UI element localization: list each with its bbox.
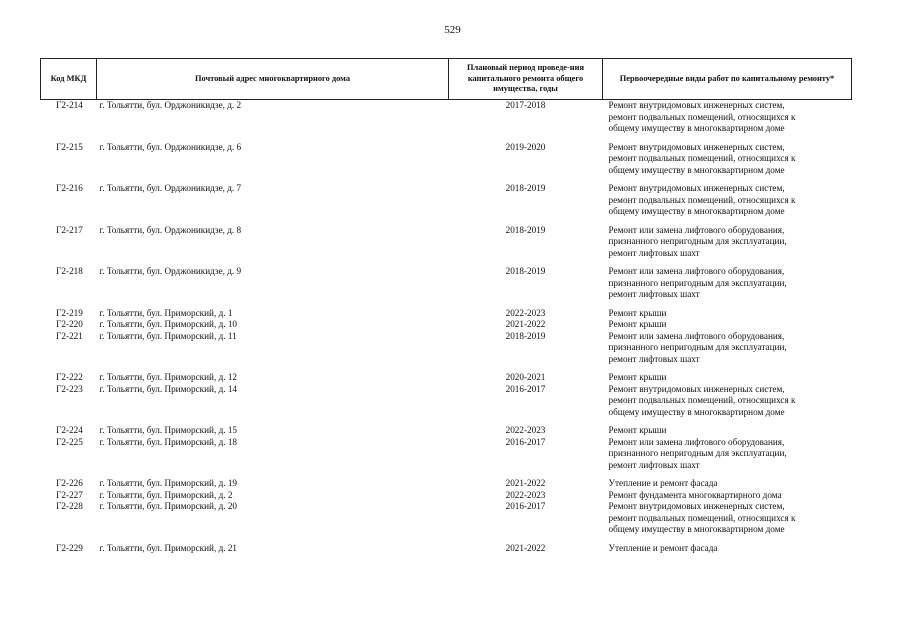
period-cell: 2021-2022: [505, 542, 546, 553]
works-line: общему имуществу в многоквартирном доме: [608, 406, 785, 417]
address-cell: г. Тольятти, бул. Орджоникидзе, д. 8: [99, 224, 242, 235]
mkd-code-cell: Г2-216: [56, 183, 83, 193]
works-line: Утепление и ремонт фасада: [608, 478, 718, 488]
works-line: ремонт лифтовых шахт: [608, 459, 700, 470]
works-cell: [603, 225, 852, 267]
table-row: [41, 490, 852, 502]
period-cell: 2019-2020: [505, 141, 546, 152]
header-row: [41, 59, 852, 100]
works-line: общему имуществу в многоквартирном доме: [608, 123, 785, 133]
mkd-code-cell: Г2-217: [56, 224, 83, 235]
works-cell: [603, 425, 852, 437]
page-number: 529: [444, 24, 461, 36]
period-cell: 2021-2022: [505, 319, 546, 329]
mkd-code-cell: Г2-221: [56, 330, 83, 341]
works-line: общему имуществу в многоквартирном доме: [608, 206, 785, 216]
works-line: ремонт лифтовых шахт: [608, 247, 700, 258]
address-cell: г. Тольятти, бул. Приморский, д. 15: [99, 425, 238, 435]
works-line: ремонт подвальных помещений, относящихся к: [608, 395, 796, 405]
table-row: [41, 319, 852, 331]
table-row: [41, 142, 852, 184]
header-period: Плановый период проведе-ния капитального ремонта общего имущества, годы: [449, 59, 603, 100]
address-cell: г. Тольятти, бул. Приморский, д. 10: [99, 319, 238, 329]
works-line: признанного непригодным для эксплуатации,: [608, 342, 787, 352]
table-row: [41, 501, 852, 543]
buildings-table: [40, 58, 852, 554]
works-cell: [603, 319, 852, 331]
address-cell: г. Тольятти, бул. Приморский, д. 20: [99, 501, 238, 511]
works-line: Ремонт внутридомовых инженерных систем,: [608, 501, 785, 511]
table-row: [41, 372, 852, 384]
period-cell: 2018-2019: [505, 330, 546, 341]
works-cell: [603, 183, 852, 225]
period-cell: 2016-2017: [505, 436, 546, 447]
works-cell: [603, 100, 852, 142]
address-cell: г. Тольятти, бул. Орджоникидзе, д. 6: [99, 141, 242, 152]
period-cell: 2017-2018: [505, 100, 546, 110]
works-cell: [603, 308, 852, 320]
header-works: Первоочередные виды работ по капитальному ремонту*: [603, 59, 852, 100]
period-cell: 2022-2023: [505, 425, 546, 435]
works-cell: [603, 478, 852, 490]
address-cell: г. Тольятти, бул. Приморский, д. 2: [99, 489, 233, 500]
period-cell: 2021-2022: [505, 478, 546, 488]
works-line: Ремонт крыши: [608, 372, 667, 382]
works-cell: [603, 331, 852, 373]
table-row: [41, 331, 852, 373]
address-cell: г. Тольятти, бул. Приморский, д. 14: [99, 383, 238, 394]
address-cell: г. Тольятти, бул. Орджоникидзе, д. 7: [99, 183, 242, 193]
address-cell: г. Тольятти, бул. Приморский, д. 19: [99, 478, 238, 488]
mkd-code-cell: Г2-220: [56, 319, 83, 329]
works-cell: [603, 501, 852, 543]
table-row: [41, 384, 852, 426]
period-cell: 2018-2019: [505, 183, 546, 193]
works-line: ремонт подвальных помещений, относящихся к: [608, 153, 796, 163]
mkd-code-cell: Г2-222: [56, 372, 83, 382]
table-row: [41, 100, 852, 142]
table-row: [41, 225, 852, 267]
address-cell: г. Тольятти, бул. Орджоникидзе, д. 2: [99, 100, 242, 110]
period-cell: 2020-2021: [505, 372, 546, 382]
period-cell: 2016-2017: [505, 383, 546, 394]
works-line: Ремонт или замена лифтового оборудования,: [608, 330, 785, 341]
table-row: [41, 425, 852, 437]
works-line: признанного непригодным для эксплуатации,: [608, 236, 787, 246]
address-cell: г. Тольятти, бул. Приморский, д. 12: [99, 372, 238, 382]
works-line: признанного непригодным для эксплуатации,: [608, 448, 787, 458]
works-line: Ремонт крыши: [608, 425, 667, 435]
address-cell: г. Тольятти, бул. Орджоникидзе, д. 9: [99, 266, 242, 276]
mkd-code-cell: Г2-226: [56, 478, 83, 488]
works-cell: [603, 543, 852, 555]
period-cell: 2018-2019: [505, 266, 546, 276]
mkd-code-cell: Г2-224: [56, 425, 83, 435]
works-cell: [603, 490, 852, 502]
mkd-code-cell: Г2-228: [56, 501, 83, 511]
mkd-code-cell: Г2-227: [56, 489, 83, 500]
works-line: Ремонт или замена лифтового оборудования,: [608, 266, 785, 276]
table-header: [41, 59, 852, 100]
address-cell: г. Тольятти, бул. Приморский, д. 21: [99, 542, 238, 553]
works-line: ремонт подвальных помещений, относящихся к: [608, 111, 796, 122]
works-line: общему имуществу в многоквартирном доме: [608, 524, 785, 534]
mkd-code-cell: Г2-223: [56, 383, 83, 394]
works-line: признанного непригодным для эксплуатации,: [608, 277, 787, 288]
works-line: Ремонт внутридомовых инженерных систем,: [608, 141, 785, 152]
works-cell: [603, 437, 852, 479]
mkd-code-cell: Г2-229: [56, 542, 83, 553]
works-line: Ремонт крыши: [608, 307, 667, 318]
header-code: Код МКД: [41, 59, 97, 100]
works-line: ремонт лифтовых шахт: [608, 353, 700, 364]
address-cell: г. Тольятти, бул. Приморский, д. 1: [99, 307, 233, 318]
period-cell: 2018-2019: [505, 224, 546, 235]
works-cell: [603, 384, 852, 426]
works-line: Ремонт крыши: [608, 319, 667, 329]
works-line: Ремонт внутридомовых инженерных систем,: [608, 100, 785, 110]
works-line: общему имуществу в многоквартирном доме: [608, 164, 785, 175]
works-cell: [603, 266, 852, 308]
address-cell: г. Тольятти, бул. Приморский, д. 18: [99, 436, 238, 447]
works-line: ремонт подвальных помещений, относящихся к: [608, 512, 796, 523]
mkd-code-cell: Г2-225: [56, 436, 83, 447]
mkd-code-cell: Г2-218: [56, 266, 83, 276]
period-cell: 2022-2023: [505, 307, 546, 318]
mkd-code-cell: Г2-214: [56, 100, 83, 110]
works-line: ремонт лифтовых шахт: [608, 289, 700, 299]
table-row: [41, 543, 852, 555]
works-line: ремонт подвальных помещений, относящихся к: [608, 194, 796, 205]
table-row: [41, 266, 852, 308]
works-cell: [603, 142, 852, 184]
works-line: Утепление и ремонт фасада: [608, 542, 718, 553]
period-cell: 2022-2023: [505, 489, 546, 500]
table-row: [41, 437, 852, 479]
works-line: Ремонт внутридомовых инженерных систем,: [608, 383, 785, 394]
works-line: Ремонт фундамента многоквартирного дома: [608, 489, 782, 500]
table-row: [41, 308, 852, 320]
works-cell: [603, 372, 852, 384]
mkd-code-cell: Г2-215: [56, 141, 83, 152]
header-address: Почтовый адрес многоквартирного дома: [97, 59, 449, 100]
table-body: [41, 100, 852, 555]
table-row: [41, 478, 852, 490]
table-row: [41, 183, 852, 225]
works-line: Ремонт внутридомовых инженерных систем,: [608, 183, 785, 193]
works-line: Ремонт или замена лифтового оборудования,: [608, 436, 785, 447]
works-line: Ремонт или замена лифтового оборудования,: [608, 224, 785, 235]
address-cell: г. Тольятти, бул. Приморский, д. 11: [99, 330, 237, 341]
mkd-code-cell: Г2-219: [56, 307, 83, 318]
period-cell: 2016-2017: [505, 501, 546, 511]
